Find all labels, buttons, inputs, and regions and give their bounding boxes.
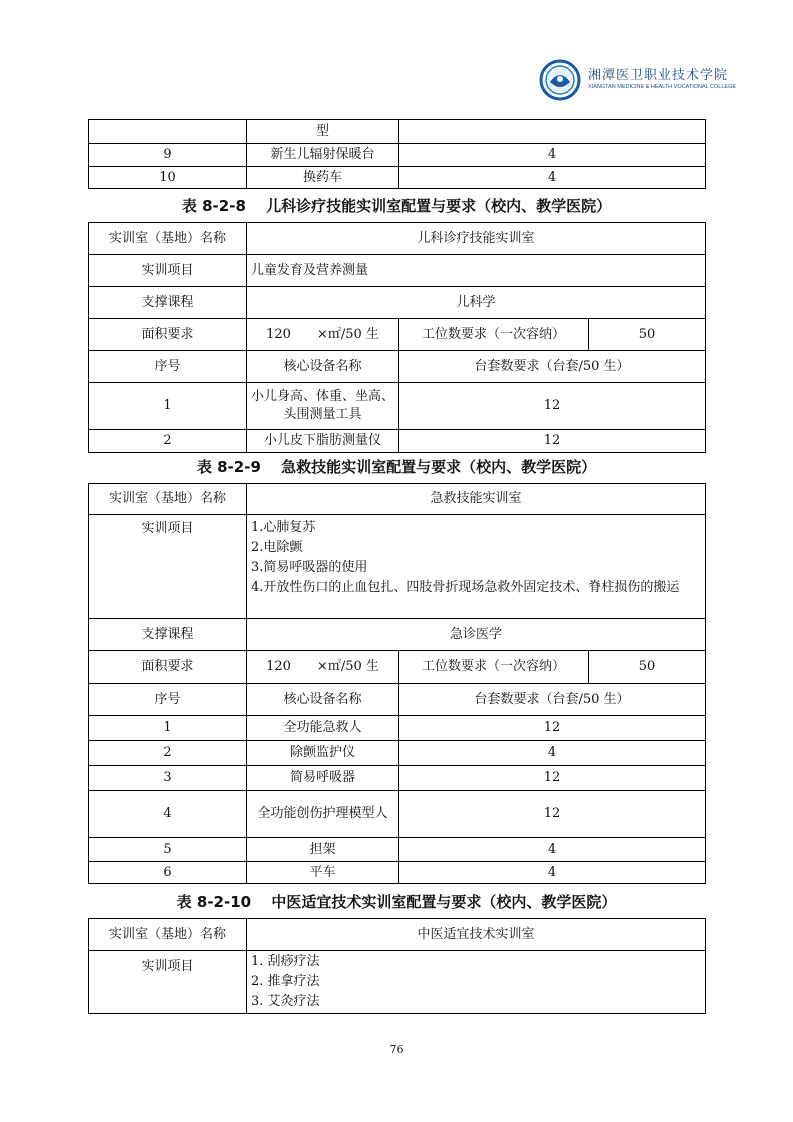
table-cell: 12 [399, 383, 706, 430]
table-cell: 新生儿辐射保暖台 [247, 144, 399, 167]
list-item: 1.心肺复苏 [251, 520, 316, 535]
first-aid-lab-table [88, 483, 706, 884]
school-name-en: XIANGTAN MEDICINE & HEALTH VOCATIONAL COLLEGE [588, 84, 737, 90]
equip-header: 核心设备名称 [247, 684, 399, 716]
table-caption-8-2-10: 表 8-2-10 中医适宜技术实训室配置与要求（校内、教学医院） [176, 893, 617, 911]
table-cell: 12 [399, 430, 706, 453]
table-caption-8-2-8: 表 8-2-8 儿科诊疗技能实训室配置与要求（校内、教学医院） [181, 197, 612, 215]
table-cell: 12 [399, 791, 706, 838]
table-cell: 4 [89, 791, 247, 838]
table-cell: 1 [89, 716, 247, 741]
table-cell: 简易呼吸器 [247, 766, 399, 791]
list-item: 2. 推拿疗法 [251, 974, 320, 989]
table-cell: 1 [89, 383, 247, 430]
course-label: 支撑课程 [89, 619, 247, 651]
room-value: 中医适宜技术实训室 [247, 919, 706, 951]
seq-header: 序号 [89, 684, 247, 716]
page-number: 76 [389, 1043, 404, 1056]
station-label: 工位数要求（一次容纳） [399, 319, 589, 351]
area-label: 面积要求 [89, 651, 247, 684]
table-cell: 4 [399, 838, 706, 862]
table-cell: 3 [89, 766, 247, 791]
table-cell: 2 [89, 430, 247, 453]
table-cell: 除颤监护仪 [247, 741, 399, 766]
room-label: 实训室（基地）名称 [89, 919, 247, 951]
table-cell: 5 [89, 838, 247, 862]
table-cell: 担架 [247, 838, 399, 862]
table-cell: 小儿身高、体重、坐高、头围测量工具 [247, 383, 399, 430]
table-cell: 型 [247, 120, 399, 144]
table-cell: 4 [399, 741, 706, 766]
room-value: 急救技能实训室 [247, 484, 706, 515]
course-value: 儿科学 [247, 287, 706, 319]
project-label: 实训项目 [89, 951, 247, 1014]
project-list [247, 951, 706, 1014]
room-label: 实训室（基地）名称 [89, 484, 247, 515]
room-label: 实训室（基地）名称 [89, 223, 247, 255]
table-cell: 全功能急救人 [247, 716, 399, 741]
area-label: 面积要求 [89, 319, 247, 351]
list-item: 3.简易呼吸器的使用 [251, 560, 368, 575]
table-cell: 平车 [247, 862, 399, 884]
project-label: 实训项目 [89, 255, 247, 287]
list-item: 4.开放性伤口的止血包扎、四肢骨折现场急救外固定技术、脊柱损伤的搬运 [251, 580, 680, 595]
seq-header: 序号 [89, 351, 247, 383]
table-cell: 4 [399, 862, 706, 884]
table-cell: 4 [399, 144, 706, 167]
table-cell: 6 [89, 862, 247, 884]
table-cell: 4 [399, 167, 706, 189]
area-value: 120 ×㎡/50 生 [247, 651, 399, 684]
continuation-table [88, 119, 706, 189]
qty-header: 台套数要求（台套/50 生） [399, 684, 706, 716]
station-label: 工位数要求（一次容纳） [399, 651, 589, 684]
table-cell: 2 [89, 741, 247, 766]
area-value: 120 ×㎡/50 生 [247, 319, 399, 351]
course-label: 支撑课程 [89, 287, 247, 319]
project-value: 儿童发育及营养测量 [247, 255, 706, 287]
room-value: 儿科诊疗技能实训室 [247, 223, 706, 255]
station-value: 50 [589, 651, 706, 684]
list-item: 3. 艾灸疗法 [251, 994, 320, 1009]
project-label: 实训项目 [89, 515, 247, 619]
project-list [247, 515, 706, 619]
table-cell: 9 [89, 144, 247, 167]
table-cell [399, 120, 706, 144]
station-value: 50 [589, 319, 706, 351]
table-cell: 全功能创伤护理模型人 [247, 791, 399, 838]
table-cell [89, 120, 247, 144]
table-cell: 换药车 [247, 167, 399, 189]
qty-header: 台套数要求（台套/50 生） [399, 351, 706, 383]
table-cell: 小儿皮下脂肪测量仪 [247, 430, 399, 453]
course-value: 急诊医学 [247, 619, 706, 651]
list-item: 2.电除颤 [251, 540, 303, 555]
equip-header: 核心设备名称 [247, 351, 399, 383]
pediatric-lab-table [88, 222, 706, 453]
table-cell: 10 [89, 167, 247, 189]
table-cell: 12 [399, 766, 706, 791]
tcm-lab-table [88, 918, 706, 1014]
table-caption-8-2-9: 表 8-2-9 急救技能实训室配置与要求（校内、教学医院） [196, 458, 597, 476]
list-item: 1. 刮痧疗法 [251, 954, 320, 969]
table-cell: 12 [399, 716, 706, 741]
school-name-cn: 湘潭医卫职业技术学院 [588, 68, 729, 83]
